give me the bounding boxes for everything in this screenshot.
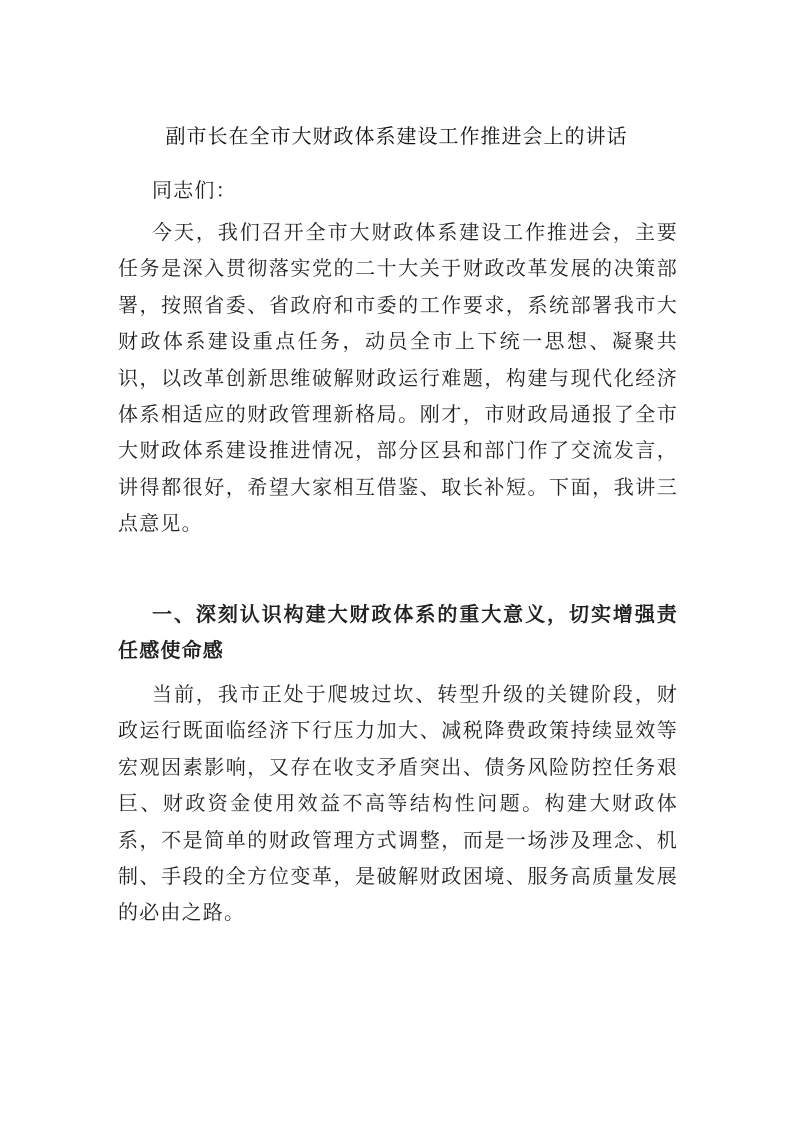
paragraph-section-1: 当前，我市正处于爬坡过坎、转型升级的关键阶段，财政运行既面临经济下行压力加大、减税降费政策持续显效等宏观因素影响，又存在收支矛盾突出、债务风险防控任务艰巨、财政资金使用效益不高等结构性问题。构建大财政体系，不是简单的财政管理方式调整，而是一场涉及理念、机制、手段的全方位变革，是破解财政困境、服务高质量发展的必由之路。	[118, 682, 678, 925]
section-heading-1: 一、深刻认识构建大财政体系的重大意义，切实增强责任感使命感	[118, 602, 678, 663]
salutation: 同志们：	[152, 178, 237, 202]
paragraph-opening: 今天，我们召开全市大财政体系建设工作推进会，主要任务是深入贯彻落实党的二十大关于财政改革发展的决策部署，按照省委、省政府和市委的工作要求，系统部署我市大财政体系建设重点任务，动员全市上下统一思想、凝聚共识，以改革创新思维破解财政运行难题，构建与现代化经济体系相适应的财政管理新格局。刚才，市财政局通报了全市大财政体系建设推进情况，部分区县和部门作了交流发言，讲得都很好，希望大家相互借鉴、取长补短。下面，我讲三点意见。	[118, 220, 678, 536]
document-title: 副市长在全市大财政体系建设工作推进会上的讲话	[165, 124, 628, 148]
